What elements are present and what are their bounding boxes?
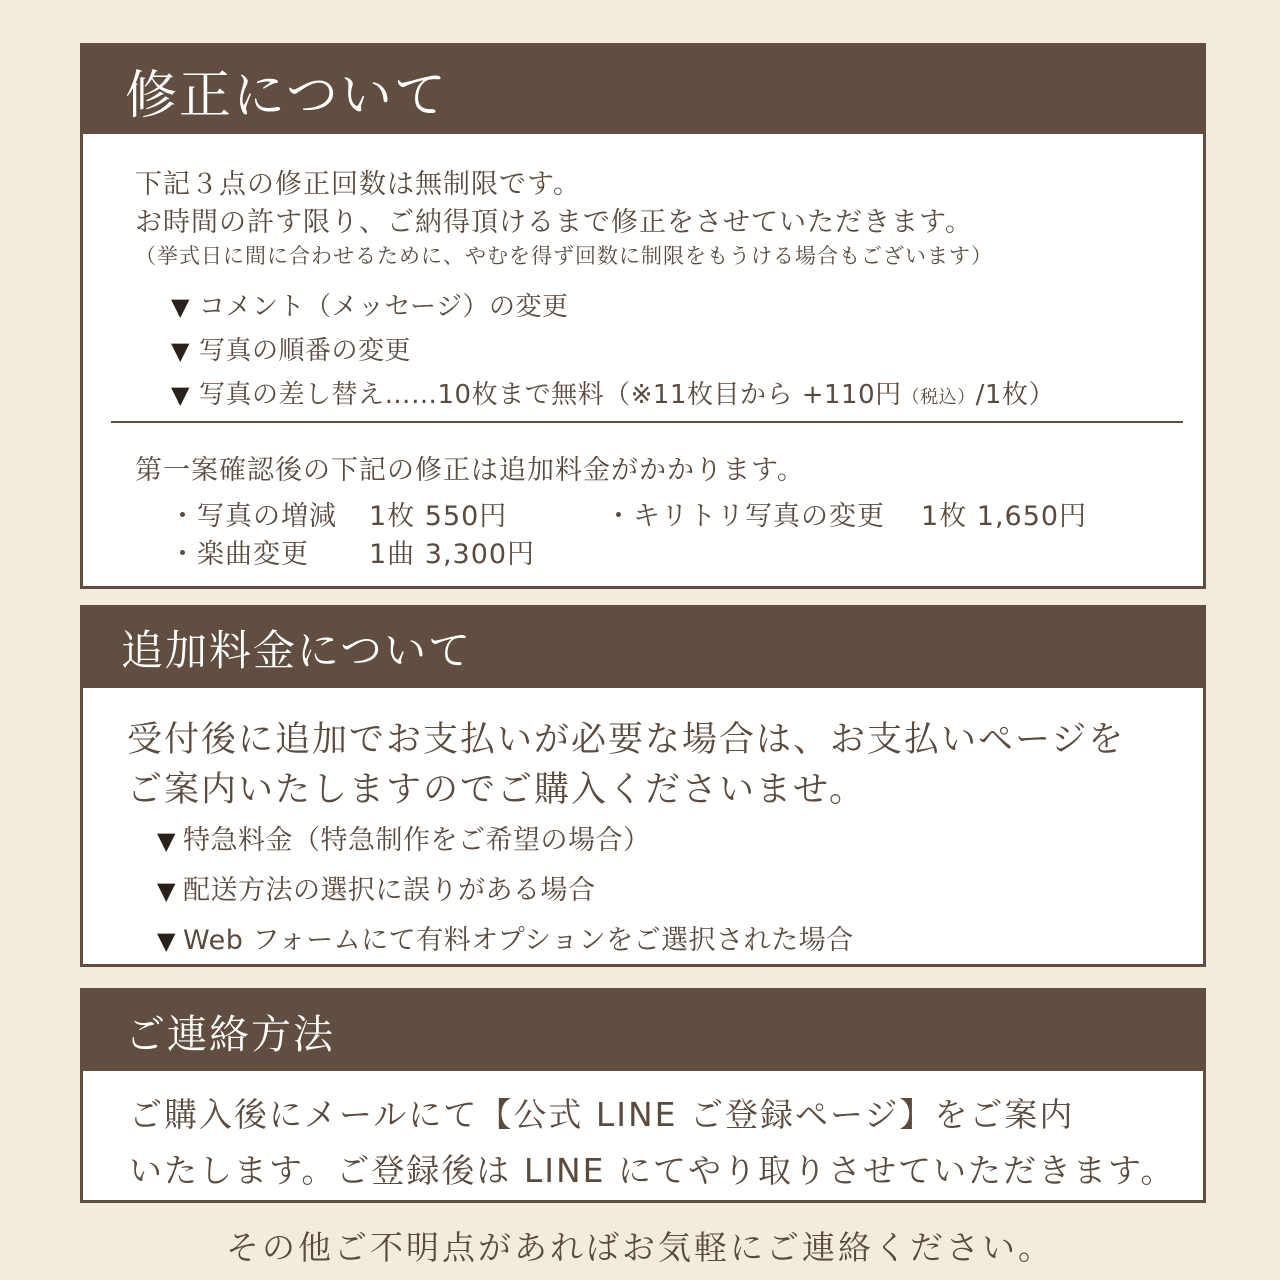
additional-fee-bullet-1: ▼ 特急料金（特急制作をご希望の場合） xyxy=(157,825,651,856)
revision-section xyxy=(80,43,1206,589)
fee-item-price: 1曲 3,300円 xyxy=(369,539,536,570)
revision-note: （挙式日に間に合わせるために、やむを得ず回数に制限をもうける場合もございます） xyxy=(135,244,993,268)
revision-bullet-3: ▼ 写真の差し替え……10枚まで無料（※11枚目から +110円（税込）/1枚） xyxy=(171,380,1055,410)
divider xyxy=(111,421,1183,423)
triangle-down-icon: ▼ xyxy=(157,877,176,905)
additional-fee-bullet-2: ▼ 配送方法の選択に誤りがある場合 xyxy=(157,875,596,906)
additional-fee-line-1: 受付後に追加でお支払いが必要な場合は、お支払いページを xyxy=(127,720,1126,760)
tax-included-note: （税込） xyxy=(901,387,976,408)
triangle-down-icon: ▼ xyxy=(171,381,190,409)
fee-item-price: 1枚 1,650円 xyxy=(921,501,1088,532)
triangle-down-icon: ▼ xyxy=(171,337,190,365)
triangle-down-icon: ▼ xyxy=(157,927,176,955)
triangle-down-icon: ▼ xyxy=(157,827,176,855)
revision-bullet-2: ▼ 写真の順番の変更 xyxy=(171,336,412,366)
additional-fee-title: 追加料金について xyxy=(83,608,1203,688)
revision-bullet-1: ▼ コメント（メッセージ）の変更 xyxy=(171,292,569,322)
contact-line-1: ご購入後にメールにて【公式 LINE ご登録ページ】をご案内 xyxy=(129,1095,1075,1134)
triangle-down-icon: ▼ xyxy=(171,293,190,321)
revision-line-1: 下記３点の修正回数は無制限です。 xyxy=(135,169,581,200)
fee-item-name: ・キリトリ写真の変更 xyxy=(605,501,885,532)
additional-fee-section xyxy=(80,605,1206,967)
contact-title: ご連絡方法 xyxy=(83,991,1203,1071)
fee-item-name: ・写真の増減 xyxy=(169,501,337,532)
footer-note: その他ご不明点があればお気軽にご連絡ください。 xyxy=(226,1228,1054,1267)
fee-item-price: 1枚 550円 xyxy=(369,501,508,532)
additional-fee-line-2: ご案内いたしますのでご購入くださいませ。 xyxy=(127,770,866,810)
contact-section xyxy=(80,988,1206,1203)
revision-title: 修正について xyxy=(83,46,1203,134)
additional-fee-bullet-3: ▼ Web フォームにて有料オプションをご選択された場合 xyxy=(157,925,854,956)
contact-line-2: いたします。ご登録後は LINE にてやり取りさせていただきます。 xyxy=(129,1151,1176,1190)
fee-item-name: ・楽曲変更 xyxy=(169,539,309,570)
extra-fee-heading: 第一案確認後の下記の修正は追加料金がかかります。 xyxy=(135,455,805,486)
revision-line-2: お時間の許す限り、ご納得頂けるまで修正をさせていただきます。 xyxy=(135,207,973,238)
